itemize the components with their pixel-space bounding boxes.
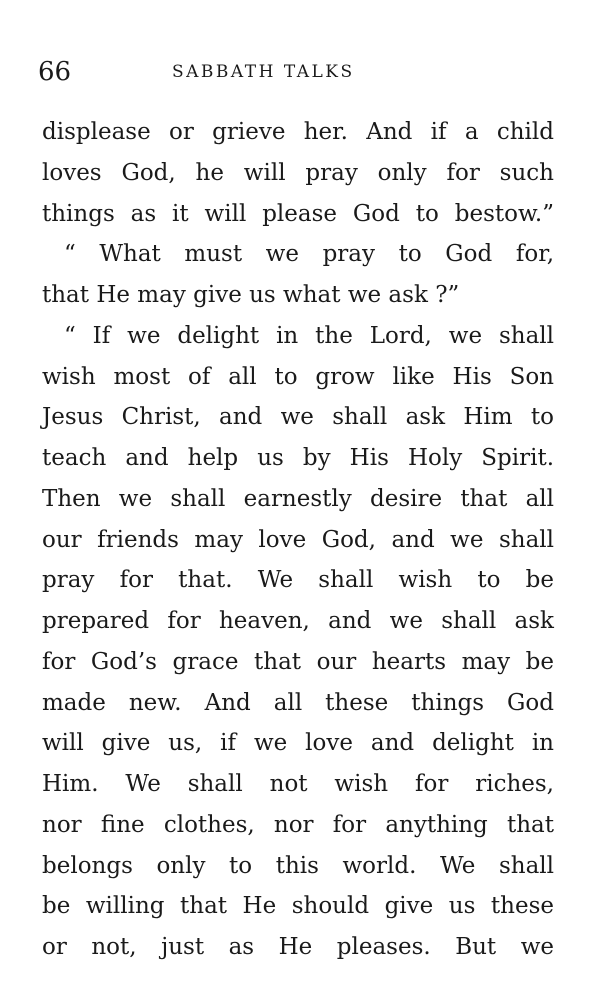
text-line: our friends may love God, and we shall (42, 526, 554, 553)
text-line: or not, just as He pleases. But we (42, 934, 554, 960)
text-line: for God’s grace that our hearts may be (42, 648, 554, 675)
text-line: will give us, if we love and delight in (42, 730, 554, 757)
text-line: teach and help us by His Holy Spirit. (42, 445, 554, 471)
text-line: things as it will please God to bestow.” (42, 200, 554, 227)
text-line: Him. We shall not wish for riches, (42, 771, 554, 797)
text-line: “ If we delight in the Lord, we shall (64, 322, 554, 349)
text-line: pray for that. We shall wish to be (42, 567, 554, 594)
text-line: made new. And all these things God (42, 689, 554, 716)
text-line: belongs only to this world. We shall (42, 852, 554, 879)
text-line: “ What must we pray to God for, (64, 241, 554, 268)
text-line: Jesus Christ, and we shall ask Him to (42, 404, 554, 431)
page-header (38, 56, 558, 88)
text-line: nor fine clothes, nor for anything that (42, 811, 554, 838)
text-line: wish most of all to grow like His Son (42, 363, 554, 390)
text-line: that He may give us what we ask ?” (42, 282, 460, 308)
text-line: displease or grieve her. And if a child (42, 119, 554, 145)
page-number: 66 (38, 57, 72, 87)
text-line: be willing that He should give us these (42, 893, 554, 920)
body-text (42, 112, 554, 968)
running-head: SABBATH TALKS (172, 62, 355, 82)
text-line: prepared for heaven, and we shall ask (42, 608, 554, 634)
text-line: Then we shall earnestly desire that all (42, 485, 554, 512)
text-line: loves God, he will pray only for such (42, 159, 554, 186)
